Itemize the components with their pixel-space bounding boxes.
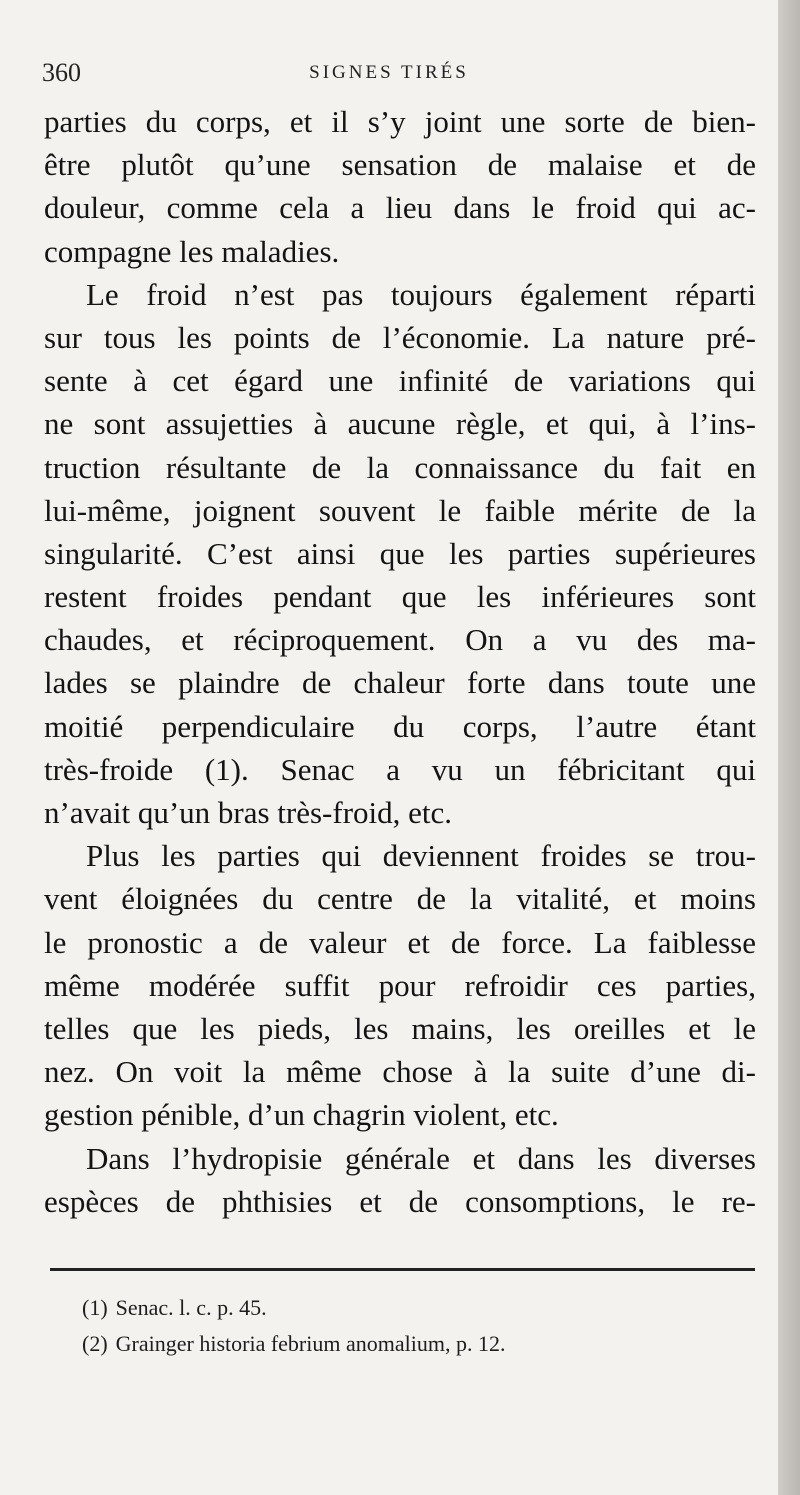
footnote-2 [82, 1326, 742, 1362]
text-line: Le froid n’est pas toujours également réparti [86, 276, 756, 312]
text-line: espèces de phthisies et de consomptions, le re- [44, 1183, 756, 1219]
text-line: nez. On voit la même chose à la suite d’une di- [44, 1054, 756, 1090]
running-head [0, 58, 778, 88]
running-title: SIGNES TIRÉS [309, 62, 469, 83]
text-line: le pronostic a de valeur et de force. La faiblesse [44, 924, 756, 960]
text-line: telles que les pieds, les mains, les oreilles et le [44, 1010, 756, 1046]
text-line: très-froide (1). Senac a vu un fébricitant qui [44, 751, 756, 787]
text-line: vent éloignées du centre de la vitalité, et moins [44, 881, 756, 917]
page-edge [778, 0, 800, 1495]
footnote-mark: (1) [82, 1295, 108, 1320]
text-line: lui-même, joignent souvent le faible mérite de la [44, 492, 756, 528]
footnote-text: Grainger historia febrium anomalium, p. 12. [115, 1331, 506, 1356]
text-line: sur tous les points de l’économie. La nature pré- [44, 319, 756, 355]
text-line: sente à cet égard une infinité de variations qui [44, 363, 756, 399]
text-line: gestion pénible, d’un chagrin violent, etc. [44, 1097, 559, 1133]
text-line: Plus les parties qui deviennent froides se trou- [86, 838, 756, 874]
text-line: truction résultante de la connaissance du fait en [44, 449, 756, 485]
text-line: compagne les maladies. [44, 233, 340, 269]
text-line: singularité. C’est ainsi que les parties supérieures [44, 535, 756, 571]
text-line: restent froides pendant que les inférieures sont [44, 579, 756, 615]
text-line: être plutôt qu’une sensation de malaise et de [44, 147, 756, 183]
text-line: même modérée suffit pour refroidir ces parties, [44, 967, 756, 1003]
text-line: chaudes, et réciproquement. On a vu des ma- [44, 622, 756, 658]
text-line: lades se plaindre de chaleur forte dans toute une [44, 665, 756, 701]
text-line: ne sont assujetties à aucune règle, et qui, à l’ins- [44, 406, 756, 442]
page-number: 360 [42, 58, 81, 87]
footnote-mark: (2) [82, 1331, 108, 1356]
text-line: n’avait qu’un bras très-froid, etc. [44, 795, 453, 830]
text-line: douleur, comme cela a lieu dans le froid qui ac- [44, 190, 756, 226]
footnote-text: Senac. l. c. p. 45. [115, 1295, 267, 1320]
footnote-divider [50, 1268, 755, 1271]
text-line: Dans l’hydropisie générale et dans les diverses [86, 1140, 756, 1176]
text-line: moitié perpendiculaire du corps, l’autre étant [44, 708, 756, 744]
footnote-1 [82, 1290, 742, 1326]
body-text [44, 100, 756, 1223]
text-line: parties du corps, et il s’y joint une sorte de bien- [44, 104, 756, 139]
footnotes [82, 1290, 742, 1362]
